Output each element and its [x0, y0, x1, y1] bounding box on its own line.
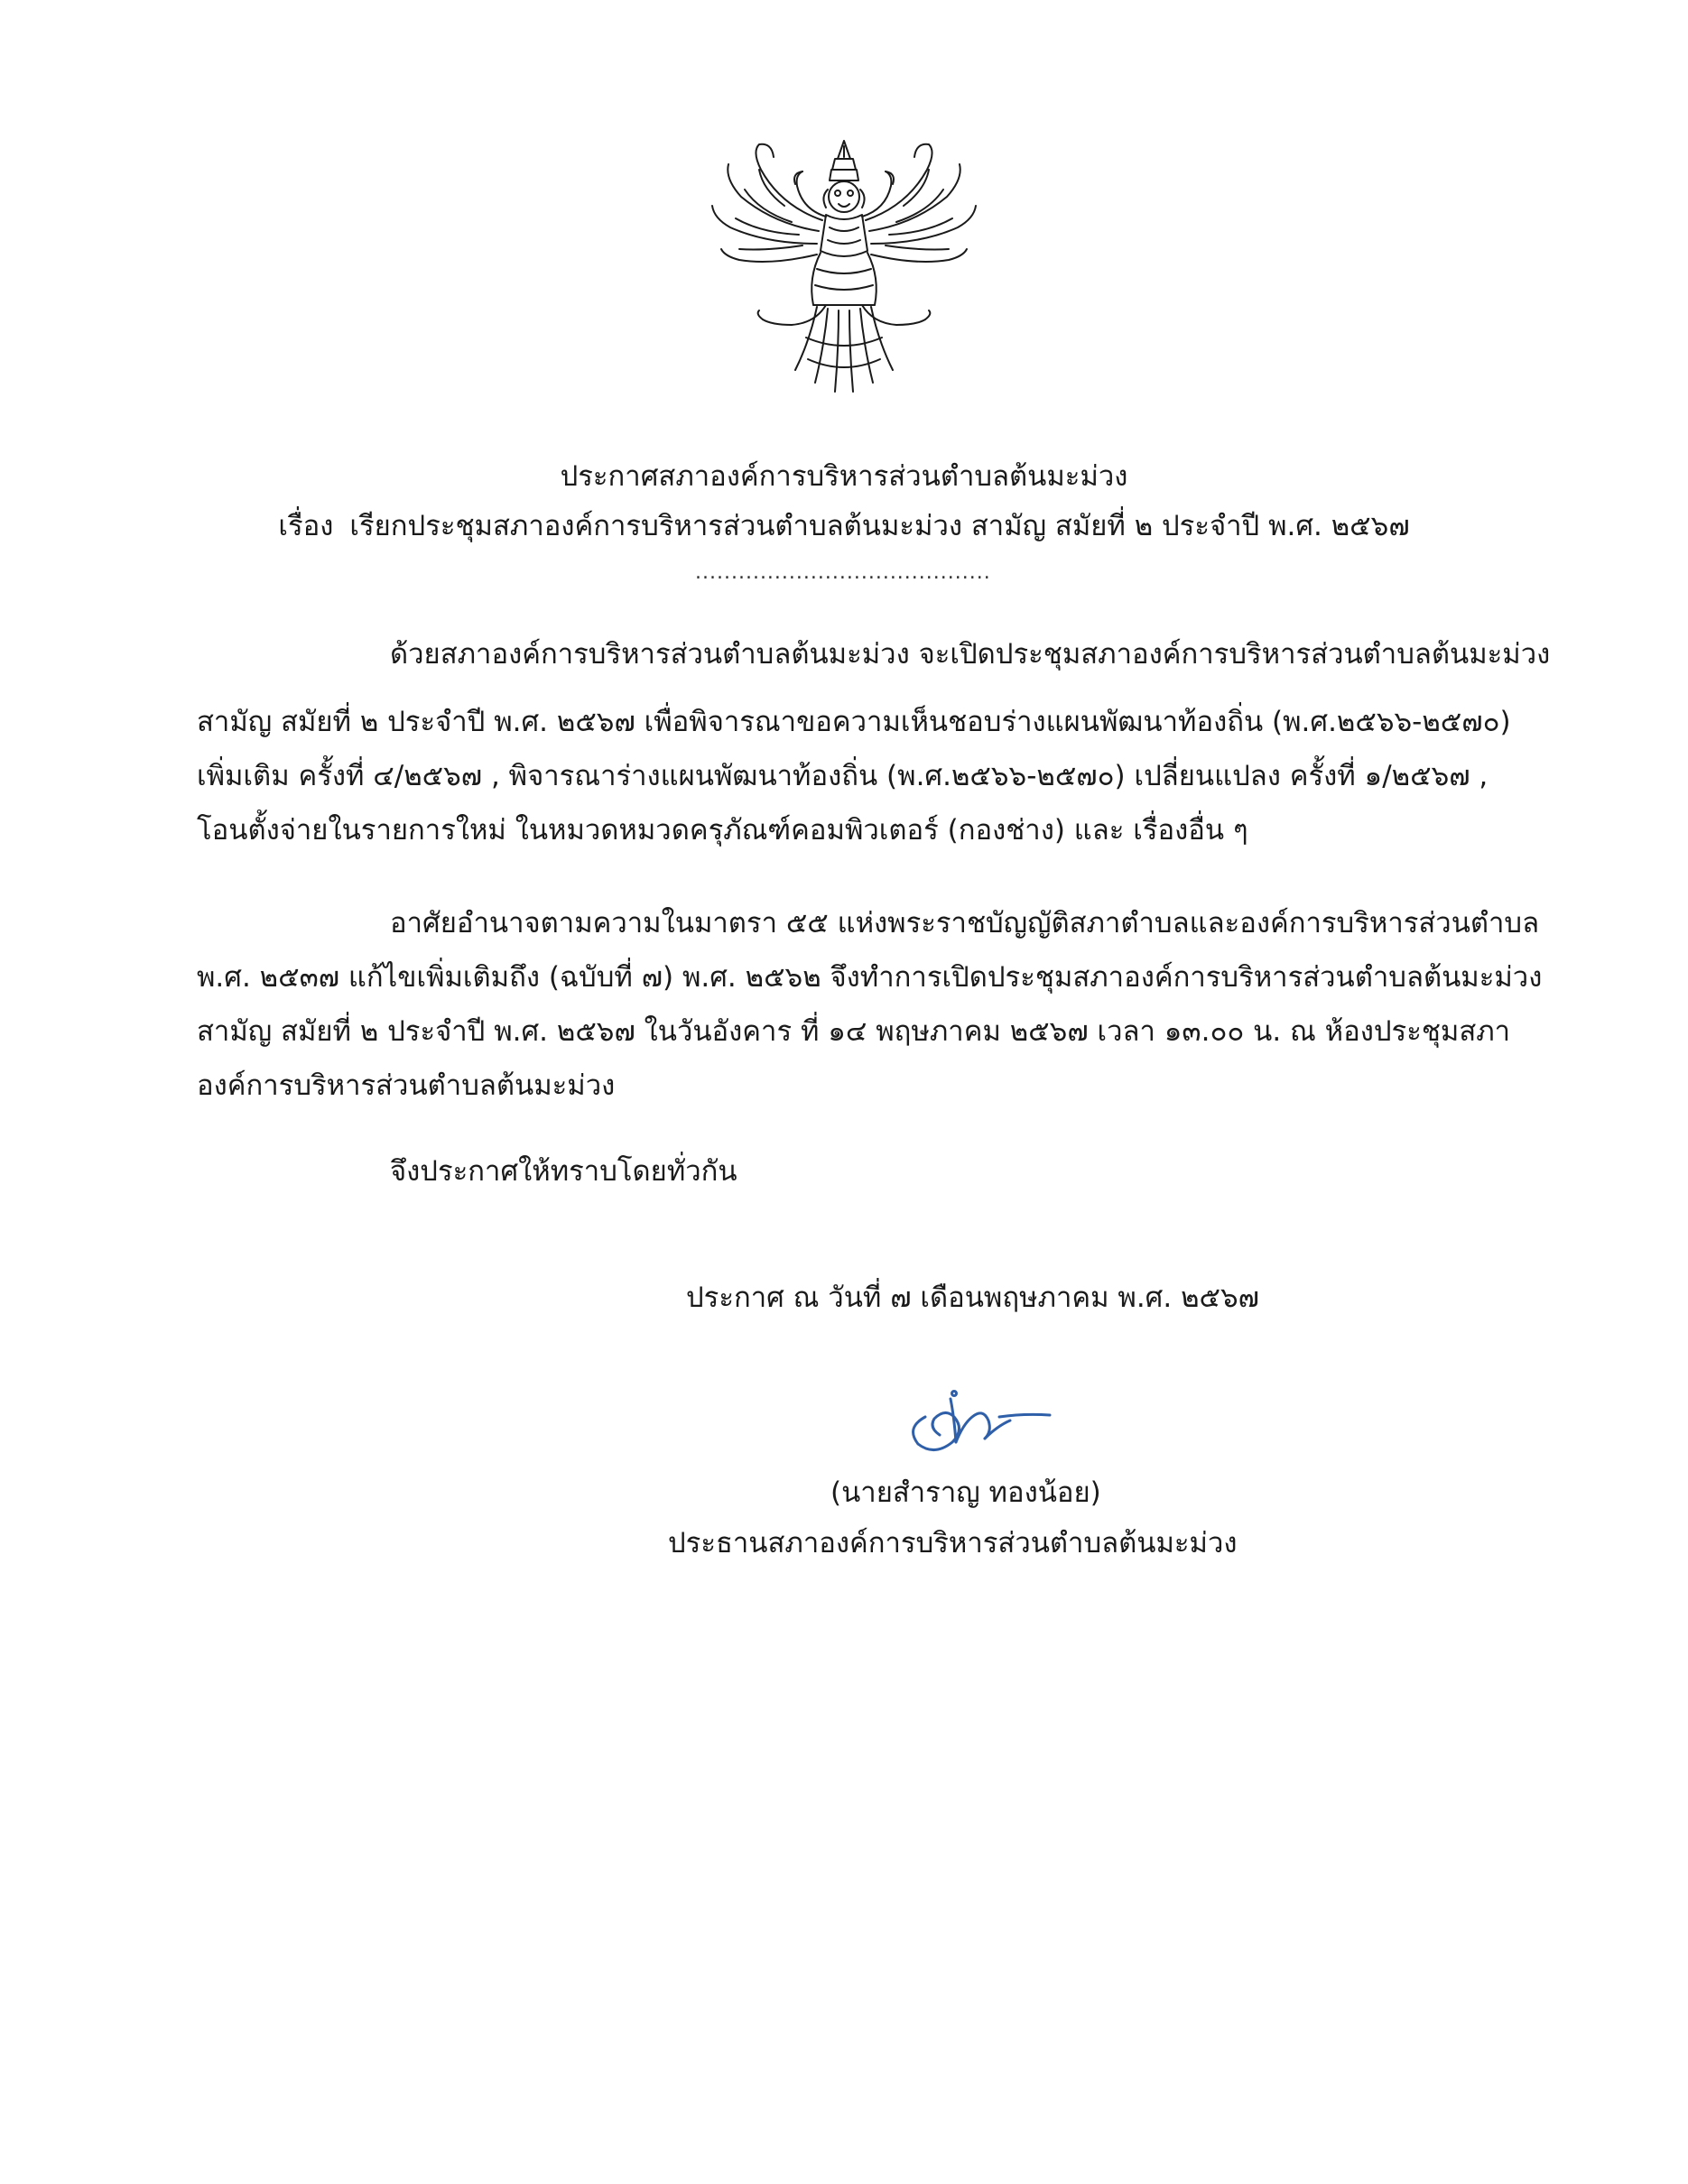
paragraph1-line: สามัญ สมัยที่ ๒ ประจำปี พ.ศ. ๒๕๖๗ เพื่อพิจารณาขอความเห็นชอบร่างแผนพัฒนาท้องถิ่น (พ.ศ.๒๕๖๖-๒๕๗๐) — [197, 706, 1511, 738]
paragraph2-line: พ.ศ. ๒๕๓๗ แก้ไขเพิ่มเติมถึง (ฉบับที่ ๗) พ.ศ. ๒๕๖๒ จึงทำการเปิดประชุมสภาองค์การบริหารส่วนตำบลต้นมะม่วง — [197, 961, 1543, 994]
paragraph2-line: สามัญ สมัยที่ ๒ ประจำปี พ.ศ. ๒๕๖๗ ในวันอังคาร ที่ ๑๔ พฤษภาคม ๒๕๖๗ เวลา ๑๓.๐๐ น. ณ ห้องประชุมสภา — [197, 1015, 1511, 1048]
signer-title: ประธานสภาองค์การบริหารส่วนตำบลต้นมะม่วง — [668, 1527, 1238, 1559]
paragraph2-line: องค์การบริหารส่วนตำบลต้นมะม่วง — [197, 1069, 616, 1102]
closing-statement: จึงประกาศให้ทราบโดยทั่วกัน — [390, 1155, 737, 1188]
announcement-subject — [0, 508, 1688, 544]
paragraph1-line: ด้วยสภาองค์การบริหารส่วนตำบลต้นมะม่วง จะเปิดประชุมสภาองค์การบริหารส่วนตำบลต้นมะม่วง — [390, 638, 1551, 671]
handwritten-signature-icon — [898, 1381, 1061, 1462]
paragraph1-line: โอนตั้งจ่ายในรายการใหม่ ในหมวดหมวดครุภัณฑ์คอมพิวเตอร์ (กองช่าง) และ เรื่องอื่น ๆ — [197, 814, 1248, 847]
dotted-separator: ......................................... — [695, 561, 991, 584]
announcement-title: ประกาศสภาองค์การบริหารส่วนตำบลต้นมะม่วง — [560, 460, 1128, 493]
garuda-emblem-icon — [709, 134, 979, 404]
subject-label: เรื่อง — [278, 510, 334, 542]
paragraph1-line: เพิ่มเติม ครั้งที่ ๔/๒๕๖๗ , พิจารณาร่างแผนพัฒนาท้องถิ่น (พ.ศ.๒๕๖๖-๒๕๗๐) เปลี่ยนแปลง ครั้งที่ ๑/๒๕๖๗ , — [197, 760, 1489, 792]
subject-text: เรียกประชุมสภาองค์การบริหารส่วนตำบลต้นมะม่วง สามัญ สมัยที่ ๒ ประจำปี พ.ศ. ๒๕๖๗ — [349, 510, 1410, 542]
announcement-page: ประกาศสภาองค์การบริหารส่วนตำบลต้นมะม่วง เรื่อง เรียกประชุมสภาองค์การบริหารส่วนตำบลต้นมะม่วง สามัญ สมัยที่ ๒ ประจำปี พ.ศ. ๒๕๖๗ ......................................... ด้วยสภาองค์การบริหารส่วนตำบลต้นมะม่วง จะเปิดประชุมสภาองค์การบริหารส่วนตำบลต้นมะม่วง สามัญ สมัยที่ ๒ ประจำปี พ.ศ. ๒๕๖๗ เพื่อพิจารณาขอความเห็นชอบร่างแผนพัฒนาท้องถิ่น (พ.ศ.๒๕๖๖-๒๕๗๐) เพิ่มเติม ครั้งที่ ๔/๒๕๖๗ , พิจารณาร่างแผนพัฒนาท้องถิ่น (พ.ศ.๒๕๖๖-๒๕๗๐) เปลี่ยนแปลง ครั้งที่ ๑/๒๕๖๗ , โอนตั้งจ่ายในรายการใหม่ ในหมวดหมวดครุภัณฑ์คอมพิวเตอร์ (กองช่าง) และ เรื่องอื่น ๆ อาศัยอำนาจตามความในมาตรา ๕๕ แห่งพระราชบัญญัติสภาตำบลและองค์การบริหารส่วนตำบล พ.ศ. ๒๕๓๗ แก้ไขเพิ่มเติมถึง (ฉบับที่ ๗) พ.ศ. ๒๕๖๒ จึงทำการเปิดประชุมสภาองค์การบริหารส่วนตำบลต้นมะม่วง สามัญ สมัยที่ ๒ ประจำปี พ.ศ. ๒๕๖๗ ในวันอังคาร ที่ ๑๔ พฤษภาคม ๒๕๖๗ เวลา ๑๓.๐๐ น. ณ ห้องประชุมสภา องค์การบริหารส่วนตำบลต้นมะม่วง จึงประกาศให้ทราบโดยทั่วกัน ประกาศ ณ วันที่ ๗ เดือนพฤษภาคม พ.ศ. ๒๕๖๗ (นายสำราญ ทองน้อย) ประธานสภาองค์การบริหารส่วนตำบลต้นมะม่วง — [0, 0, 1688, 2184]
paragraph2-line: อาศัยอำนาจตามความในมาตรา ๕๕ แห่งพระราชบัญญัติสภาตำบลและองค์การบริหารส่วนตำบล — [390, 907, 1540, 939]
announcement-date: ประกาศ ณ วันที่ ๗ เดือนพฤษภาคม พ.ศ. ๒๕๖๗ — [686, 1282, 1259, 1314]
